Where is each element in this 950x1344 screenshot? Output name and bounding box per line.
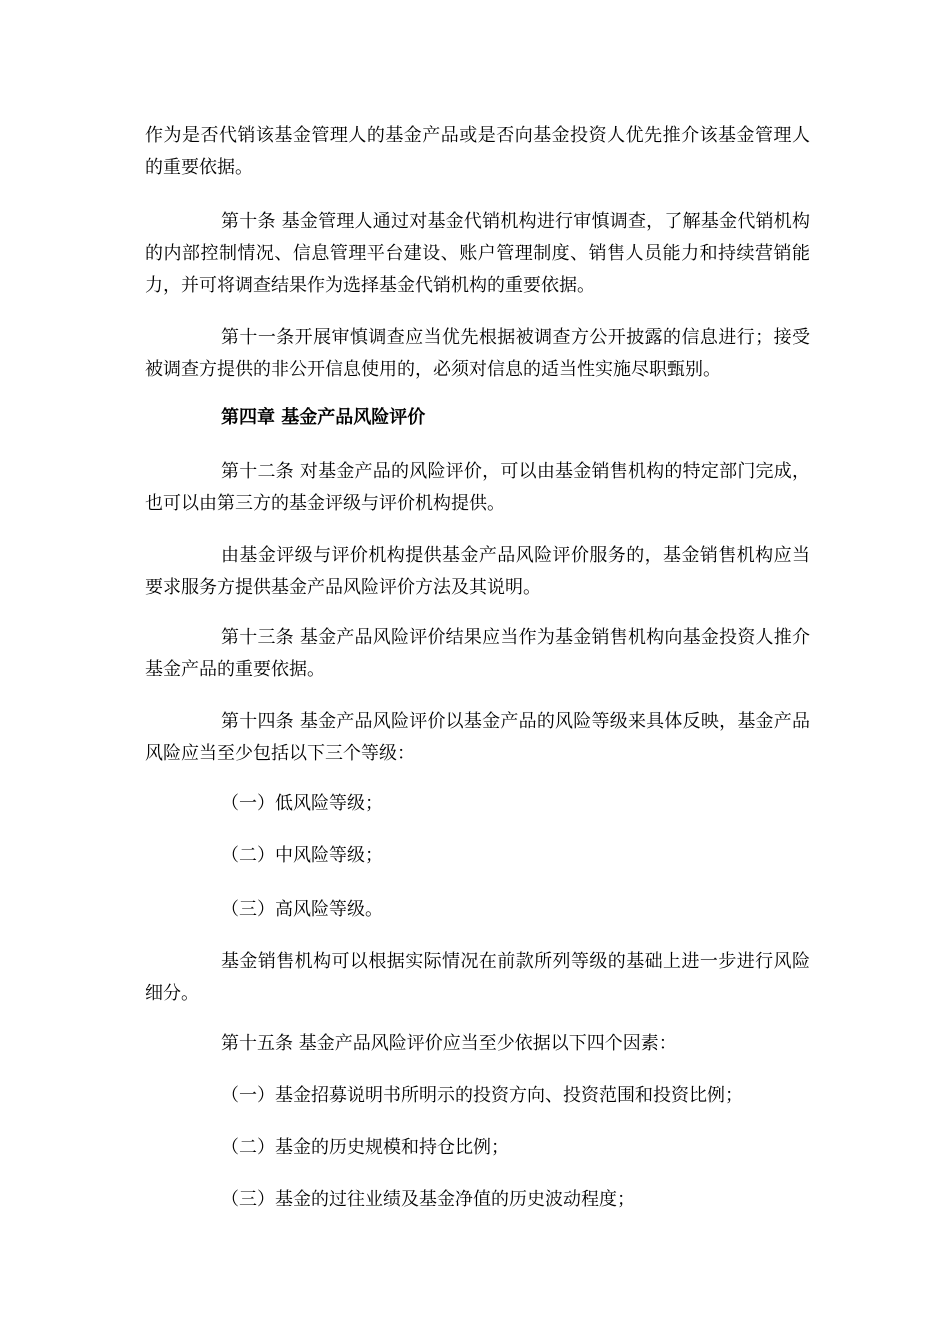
- list-item: （一）低风险等级；: [221, 793, 383, 814]
- article-11: 第十一条开展审慎调查应当优先根据被调查方公开披露的信息进行；接受被调查方提供的非公开信息使用的，必须对信息的适当性实施尽职甄别。: [145, 327, 810, 380]
- article-14: 第十四条 基金产品风险评价以基金产品的风险等级来具体反映，基金产品风险应当至少包括以下三个等级：: [145, 711, 810, 764]
- article-14-para-2: 基金销售机构可以根据实际情况在前款所列等级的基础上进一步进行风险细分。: [145, 951, 810, 1004]
- article-12-para-2: 由基金评级与评价机构提供基金产品风险评价服务的，基金销售机构应当要求服务方提供基金产品风险评价方法及其说明。: [145, 545, 810, 598]
- paragraph-continuation: 作为是否代销该基金管理人的基金产品或是否向基金投资人优先推介该基金管理人的重要依据。: [145, 125, 810, 178]
- list-item: （二）基金的历史规模和持仓比例；: [221, 1137, 509, 1158]
- article-15: 第十五条 基金产品风险评价应当至少依据以下四个因素：: [221, 1033, 677, 1054]
- article-10: 第十条 基金管理人通过对基金代销机构进行审慎调查，了解基金代销机构的内部控制情况、信息管理平台建设、账户管理制度、销售人员能力和持续营销能力，并可将调查结果作为选择基金代销机构的重要依据。: [145, 211, 810, 296]
- list-item: （三）高风险等级。: [221, 899, 383, 920]
- chapter-heading: 第四章 基金产品风险评价: [221, 407, 426, 428]
- list-item: （三）基金的过往业绩及基金净值的历史波动程度；: [221, 1189, 635, 1210]
- list-item: （一）基金招募说明书所明示的投资方向、投资范围和投资比例；: [221, 1085, 743, 1106]
- article-12: 第十二条 对基金产品的风险评价，可以由基金销售机构的特定部门完成，也可以由第三方的基金评级与评价机构提供。: [145, 461, 810, 514]
- article-13: 第十三条 基金产品风险评价结果应当作为基金销售机构向基金投资人推介基金产品的重要依据。: [145, 627, 810, 680]
- list-item: （二）中风险等级；: [221, 845, 383, 866]
